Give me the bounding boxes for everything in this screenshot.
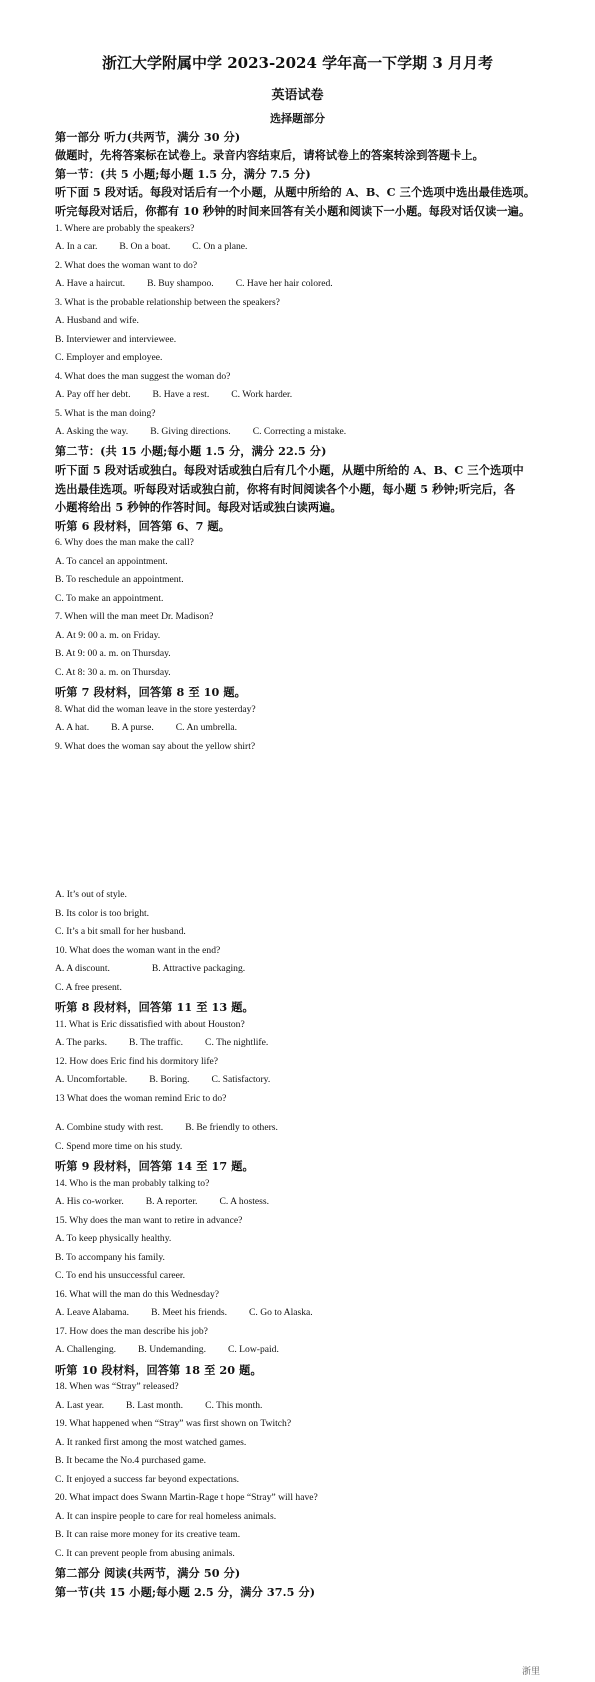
question-8: 8. What did the woman leave in the store yesterday? [55,704,256,715]
question-3: 3. What is the probable relationship between the speakers? [55,297,280,308]
option-a: A. His co-worker. [55,1196,124,1207]
option-b: B. Buy shampoo. [147,278,214,289]
option-c: C. It enjoyed a success far beyond expectations. [55,1474,240,1485]
option-b: B. Meet his friends. [151,1307,228,1318]
material-6-heading: 听第 6 段材料，回答第 6、7 题。 [55,519,231,533]
option-c: C. Employer and employee. [55,352,163,363]
option-a: A. A hat. [55,722,90,733]
option-c: C. A free present. [55,982,122,993]
option-b: B. Have a rest. [152,389,210,400]
question-5-options [55,426,368,437]
question-14-options [55,1196,291,1207]
option-a: A. Challenging. [55,1344,117,1355]
option-b: B. The traffic. [129,1037,184,1048]
option-a: A. To keep physically healthy. [55,1233,172,1244]
material-7-heading: 听第 7 段材料，回答第 8 至 10 题。 [55,685,246,699]
question-17: 17. How does the man describe his job? [55,1326,208,1337]
part1-instruction: 做题时，先将答案标在试卷上。录音内容结束后，请将试卷上的答案转涂到答题卡上。 [55,148,484,162]
option-c: C. Have her hair colored. [235,278,333,289]
part2-sec1-heading: 第一节(共 15 小题;每小题 2.5 分，满分 37.5 分) [55,1585,316,1599]
option-c: C. It can prevent people from abusing animals. [55,1548,235,1559]
option-c: C. It’s a bit small for her husband. [55,926,186,937]
option-a: A. The parks. [55,1037,108,1048]
question-4: 4. What does the man suggest the woman do? [55,371,231,382]
question-11: 11. What is Eric dissatisfied with about Houston? [55,1019,245,1030]
option-b: B. To accompany his family. [55,1252,165,1263]
option-c: C. Go to Alaska. [249,1307,313,1318]
part1-sec1-instruction-1: 听下面 5 段对话。每段对话后有一个小题，从题中所给的 A、B、C 三个选项中选出最佳选项。 [55,185,536,199]
exam-subtitle: 英语试卷 [271,88,324,103]
part2-heading: 第二部分 阅读(共两节，满分 50 分) [55,1566,241,1580]
material-9-heading: 听第 9 段材料，回答第 14 至 17 题。 [55,1159,254,1173]
option-a: A. It can inspire people to care for real homeless animals. [55,1511,277,1522]
question-5: 5. What is the man doing? [55,408,156,419]
question-1-options [55,241,269,252]
option-a: A. It’s out of style. [55,889,127,900]
option-b: B. Last month. [126,1400,184,1411]
section-label: 选择题部分 [270,112,325,125]
question-10: 10. What does the woman want in the end? [55,945,221,956]
option-a: A. A discount. [55,963,110,974]
question-9: 9. What does the woman say about the yellow shirt? [55,741,256,752]
option-c: C. Work harder. [231,389,293,400]
question-18: 18. When was “Stray” released? [55,1381,179,1392]
question-18-options [55,1400,284,1411]
option-c: C. To make an appointment. [55,593,164,604]
option-c: C. A hostess. [219,1196,270,1207]
question-4-options [55,389,314,400]
question-7: 7. When will the man meet Dr. Madison? [55,611,214,622]
option-c: C. Satisfactory. [211,1074,271,1085]
part1-sec1-instruction-2: 听完每段对话后，你都有 10 秒钟的时间来回答有关小题和阅读下一小题。每段对话仅读一遍。 [55,204,531,218]
option-b: B. It can raise more money for its creative team. [55,1529,241,1540]
option-a: A. Have a haircut. [55,278,126,289]
question-12: 12. How does Eric find his dormitory life? [55,1056,219,1067]
question-10-options [55,963,267,974]
option-b: B. It became the No.4 purchased game. [55,1455,207,1466]
option-c: C. Spend more time on his study. [55,1141,183,1152]
option-a: A. In a car. [55,241,98,252]
option-b: B. Interviewer and interviewee. [55,334,177,345]
option-b: B. Boring. [149,1074,190,1085]
question-16-options [55,1307,335,1318]
question-6: 6. Why does the man make the call? [55,537,194,548]
option-b: B. Be friendly to others. [185,1122,278,1133]
option-b: B. Attractive packaging. [151,963,246,974]
part1-heading: 第一部分 听力(共两节，满分 30 分) [55,130,241,144]
question-2: 2. What does the woman want to do? [55,260,198,271]
option-a: A. Leave Alabama. [55,1307,130,1318]
option-c: C. This month. [205,1400,263,1411]
part1-sec2-heading: 第二节：(共 15 小题;每小题 1.5 分，满分 22.5 分) [55,444,327,458]
question-16: 16. What will the man do this Wednesday? [55,1289,220,1300]
option-c: C. At 8: 30 a. m. on Thursday. [55,667,171,678]
material-8-heading: 听第 8 段材料，回答第 11 至 13 题。 [55,1000,254,1014]
part1-sec2-instruction-2: 选出最佳选项。听每段对话或独白前，你将有时间阅读各个小题，每小题 5 秒钟;听完后，各 [55,482,516,496]
option-a: A. Husband and wife. [55,315,139,326]
option-b: B. A purse. [111,722,154,733]
part1-sec1-heading: 第一节：(共 5 小题;每小题 1.5 分，满分 7.5 分) [55,167,311,181]
part1-sec2-instruction-3: 小题将给出 5 秒钟的作答时间。每段对话或独白读两遍。 [55,500,342,514]
option-a: A. Last year. [55,1400,105,1411]
option-a: A. It ranked first among the most watched games. [55,1437,247,1448]
option-a: A. To cancel an appointment. [55,556,168,567]
option-c: C. To end his unsuccessful career. [55,1270,185,1281]
question-11-options [55,1037,290,1048]
question-20: 20. What impact does Swann Martin-Rage t hope “Stray” will have? [55,1492,318,1503]
option-a: A. Pay off her debt. [55,389,131,400]
option-c: C. An umbrella. [175,722,238,733]
option-c: C. Correcting a mistake. [252,426,347,437]
question-13: 13 What does the woman remind Eric to do? [55,1093,227,1104]
question-1: 1. Where are probably the speakers? [55,223,195,234]
question-14: 14. Who is the man probably talking to? [55,1178,210,1189]
option-c: C. Low-paid. [227,1344,279,1355]
question-2-options [55,278,355,289]
option-a: A. Asking the way. [55,426,129,437]
option-b: B. Its color is too bright. [55,908,150,919]
material-10-heading: 听第 10 段材料，回答第 18 至 20 题。 [55,1363,262,1377]
option-b: B. On a boat. [119,241,171,252]
part1-sec2-instruction-1: 听下面 5 段对话或独白。每段对话或独白后有几个小题，从题中所给的 A、B、C 三个选项中 [55,463,524,477]
footer-mark: 浙里 [522,1667,541,1677]
question-12-options [55,1074,292,1085]
option-a: A. Uncomfortable. [55,1074,128,1085]
question-8-options [55,722,259,733]
exam-title: 浙江大学附属中学 2023-2024 学年高一下学期 3 月月考 [101,54,494,72]
option-b: B. At 9: 00 a. m. on Thursday. [55,648,171,659]
option-b: B. Giving directions. [150,426,231,437]
option-b: B. To reschedule an appointment. [55,574,184,585]
question-15: 15. Why does the man want to retire in advance? [55,1215,243,1226]
option-b: B. Undemanding. [138,1344,206,1355]
option-b: B. A reporter. [145,1196,198,1207]
option-c: C. On a plane. [192,241,248,252]
question-19: 19. What happened when “Stray” was first shown on Twitch? [55,1418,292,1429]
option-a: A. Combine study with rest. [55,1122,164,1133]
option-c: C. The nightlife. [205,1037,269,1048]
question-13-options [55,1122,300,1133]
option-a: A. At 9: 00 a. m. on Friday. [55,630,161,641]
question-17-options [55,1344,301,1355]
